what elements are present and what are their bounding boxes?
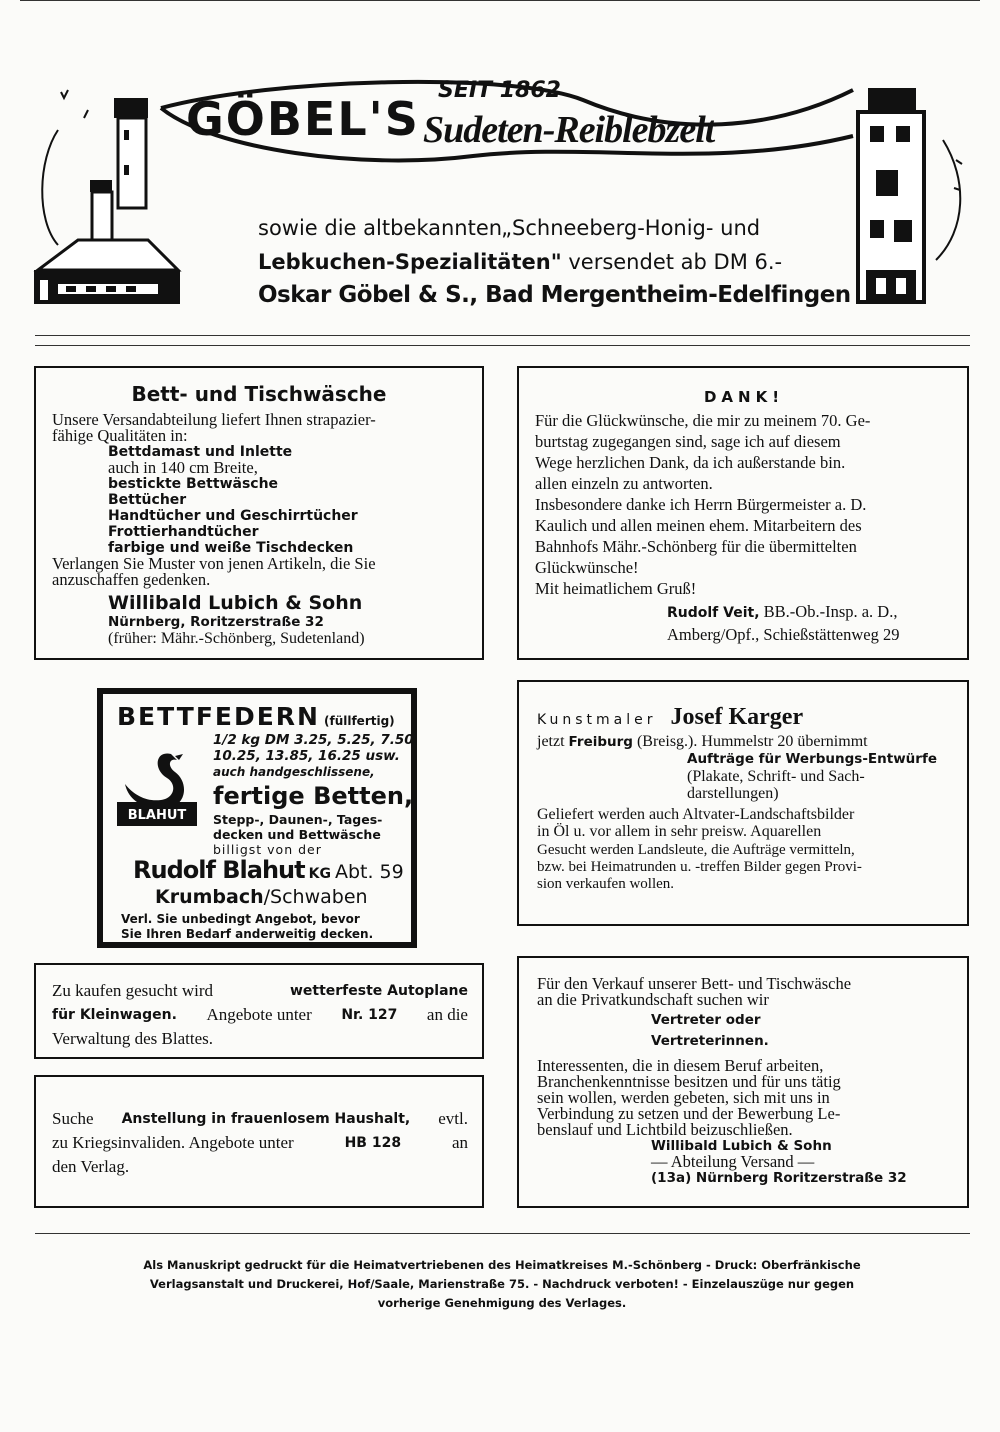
ad-federn-price-3: auch handgeschlissene, xyxy=(213,765,375,779)
ad-karger-line-8: bzw. bei Heimatrunden u. -treffen Bilder gegen Provi- xyxy=(537,859,862,875)
ad-federn-small-1: Stepp-, Daunen-, Tages- xyxy=(213,812,383,827)
right-tower-illustration xyxy=(818,70,972,310)
ad-autoplane-l2a: für Kleinwagen. xyxy=(52,1007,177,1023)
ad-bett-item: Frottierhandtücher xyxy=(108,524,259,540)
ad-anstellung-l2b: HB 128 xyxy=(344,1135,402,1151)
ad-dank-line: burtstag zugegangen sind, sage ich auf diesem xyxy=(535,432,841,451)
ad-federn-price-2: 10.25, 13.85, 16.25 usw. xyxy=(213,748,400,764)
ad-dank-line: Glückwünsche! xyxy=(535,558,639,577)
ad-autoplane-line-1 xyxy=(52,979,468,1003)
header-line-2-text: versendet ab DM 6.- xyxy=(568,250,783,274)
ad-federn-title-note: (füllfertig) xyxy=(323,714,395,728)
top-rule xyxy=(20,0,980,1)
ad-karger-name: Josef Karger xyxy=(670,704,804,730)
ad-karger-l1a: jetzt xyxy=(537,733,565,750)
header-line-2 xyxy=(258,250,782,274)
footer-line-1: Als Manuskript gedruckt für die Heimatvertriebenen des Heimatkreises M.-Schönberg - Druck: Oberfränkische xyxy=(143,1258,861,1272)
ad-bett-former: (früher: Mähr.-Schönberg, Sudetenland) xyxy=(108,630,365,647)
ad-federn-title: BETTFEDERN xyxy=(117,702,320,731)
ad-federn-foot-2: Sie Ihren Bedarf anderweitig decken. xyxy=(121,927,374,941)
ad-autoplane-l2d: an die xyxy=(426,1005,468,1024)
header-line-3: Oskar Göbel & S., Bad Mergentheim-Edelfingen xyxy=(258,282,851,308)
ad-vertreter-line-1: Für den Verkauf unserer Bett- und Tischwäsche xyxy=(537,974,852,993)
ad-federn-small-3: billigst von der xyxy=(213,842,322,857)
ad-anstellung-line-2 xyxy=(52,1131,468,1155)
ad-vertreter-bold-2: Vertreterinnen. xyxy=(651,1033,769,1049)
ad-federn-heading xyxy=(117,702,411,731)
ad-karger-heading xyxy=(537,704,957,731)
ad-bett-item: farbige und weiße Tischdecken xyxy=(108,540,354,556)
ad-federn-city xyxy=(155,886,368,909)
ad-federn-big: fertige Betten, xyxy=(213,782,414,810)
ad-bett-item: Bettücher xyxy=(108,492,187,508)
ad-autoplane-l2b: Angebote unter xyxy=(206,1005,312,1024)
ad-federn-company: Rudolf Blahut xyxy=(133,856,305,884)
brand-script-title: Sudeten-Reiblebzelt xyxy=(423,109,715,151)
ad-dank-signature xyxy=(535,601,953,624)
ad-karger-line-2: Aufträge für Werbungs-Entwürfe xyxy=(687,751,937,767)
ad-federn-small-2: decken und Bettwäsche xyxy=(213,827,381,842)
ad-dank-line: allen einzeln zu antworten. xyxy=(535,474,713,493)
ad-vertreter-dept: — Abteilung Versand — xyxy=(651,1152,815,1171)
since-label: SEIT 1862 xyxy=(438,78,561,103)
ad-autoplane-l1a: Zu kaufen gesucht wird xyxy=(52,981,213,1000)
ad-bett-outro-2: anzuschaffen gedenken. xyxy=(52,570,211,589)
ad-dank-sig-title: BB.-Ob.-Insp. a. D., xyxy=(763,602,898,621)
ad-karger-line-7: Gesucht werden Landsleute, die Aufträge vermitteln, xyxy=(537,842,855,858)
ad-autoplane-l2c: Nr. 127 xyxy=(341,1007,398,1023)
footer-imprint xyxy=(40,1256,964,1313)
ad-karger-line-4: darstellungen) xyxy=(687,785,779,802)
ad-bett-item: bestickte Bettwäsche xyxy=(108,476,279,492)
ad-anstellung-l1b: Anstellung in frauenlosem Haushalt, xyxy=(121,1111,411,1127)
ad-karger-prefix: Kunstmaler xyxy=(537,712,657,728)
ad-federn-city-b: /Schwaben xyxy=(263,886,368,908)
header-rule-1 xyxy=(35,335,970,336)
ad-anstellung-l2c: an xyxy=(451,1133,468,1152)
ad-bettfedern xyxy=(97,688,417,948)
ad-vertreter-line-5: sein wollen, werden gebeten, sich mit uns in xyxy=(537,1088,830,1107)
ad-anstellung-line-3: den Verlag. xyxy=(52,1157,130,1176)
ad-autoplane-l1b: wetterfeste Autoplane xyxy=(289,983,468,999)
ad-dank-sig-place: Amberg/Opf., Schießstättenweg 29 xyxy=(667,625,900,644)
ad-dank xyxy=(517,366,969,660)
ad-federn-foot-1: Verl. Sie unbedingt Angebot, bevor xyxy=(121,912,360,926)
ad-autoplane xyxy=(34,963,484,1059)
footer-rule xyxy=(35,1233,970,1234)
ad-dank-line: Insbesondere danke ich Herrn Bürgermeister a. D. xyxy=(535,495,867,514)
ad-federn-company-kg: KG xyxy=(308,866,331,882)
ad-karger-l1b: Freiburg xyxy=(568,734,633,750)
ad-bett-item: Handtücher und Geschirrtücher xyxy=(108,508,358,524)
ad-dank-line: Für die Glückwünsche, die mir zu meinem 70. Ge- xyxy=(535,411,871,430)
ad-vertreter-line-6: Verbindung zu setzen und der Bewerbung Le- xyxy=(537,1104,841,1123)
ad-vertreter-company: Willibald Lubich & Sohn xyxy=(651,1138,832,1154)
footer-line-2: Verlagsanstalt und Druckerei, Hof/Saale, Marienstraße 75. - Nachdruck verboten! - Einzelauszüge nur gegen xyxy=(149,1277,855,1291)
ad-anstellung-line-1 xyxy=(52,1107,468,1131)
ad-vertreter xyxy=(517,956,969,1208)
ad-federn-city-a: Krumbach xyxy=(155,886,264,908)
ad-federn-abt: Abt. 59 xyxy=(334,861,404,883)
ad-dank-line: Bahnhofs Mähr.-Schönberg für die übermittelten xyxy=(535,537,857,556)
header-line-2-bold: Lebkuchen-Spezialitäten" xyxy=(258,250,562,274)
swan-logo-text: BLAHUT xyxy=(127,808,187,823)
ad-vertreter-line-7: benslauf und Lichtbild beizuschließen. xyxy=(537,1120,793,1139)
ad-karger xyxy=(517,680,969,926)
ad-bett-intro-2: fähige Qualitäten in: xyxy=(52,426,188,445)
ad-karger-line-3: (Plakate, Schrift- und Sach- xyxy=(687,768,865,785)
header-line-1-text: sowie die altbekannten„Schneeberg-Honig- und xyxy=(258,216,761,240)
footer-line-3: vorherige Genehmigung des Verlages. xyxy=(377,1296,627,1310)
ad-karger-l1c: (Breisg.). Hummelstr 20 übernimmt xyxy=(636,733,868,750)
ad-bett-tischwaesche xyxy=(34,366,484,660)
ad-anstellung xyxy=(34,1075,484,1208)
ad-karger-line-6: in Öl u. vor allem in sehr preisw. Aquarellen xyxy=(537,823,822,840)
ad-karger-line-9: sion verkaufen wollen. xyxy=(537,876,675,892)
swan-logo-icon xyxy=(115,744,205,834)
ad-vertreter-line-4: Branchenkenntnisse besitzen und für uns tätig xyxy=(537,1072,841,1091)
ad-anstellung-l2a: zu Kriegsinvaliden. Angebote unter xyxy=(52,1133,294,1152)
ad-bett-outro-1: Verlangen Sie Muster von jenen Artikeln, die Sie xyxy=(52,554,376,573)
ad-karger-line-5: Geliefert werden auch Altvater-Landschaftsbilder xyxy=(537,806,855,823)
ad-autoplane-line-2 xyxy=(52,1003,468,1027)
ad-karger-line-1 xyxy=(537,733,957,751)
ad-dank-title: DANK! xyxy=(703,388,785,406)
ad-vertreter-addr: (13a) Nürnberg Roritzerstraße 32 xyxy=(651,1170,907,1186)
ad-dank-line: Mit heimatlichem Gruß! xyxy=(535,579,697,598)
header-rule-2 xyxy=(35,345,970,346)
ad-vertreter-line-2: an die Privatkundschaft suchen wir xyxy=(537,990,769,1009)
ad-dank-sig-name: Rudolf Veit, xyxy=(667,605,760,621)
ad-autoplane-line-3: Verwaltung des Blattes. xyxy=(52,1029,213,1048)
header-line-1 xyxy=(258,216,760,240)
ad-bett-address: Nürnberg, Roritzerstraße 32 xyxy=(108,614,324,630)
ad-anstellung-l1c: evtl. xyxy=(438,1109,468,1128)
ad-vertreter-line-3: Interessenten, die in diesem Beruf arbeiten, xyxy=(537,1056,824,1075)
ad-bett-item: Bettdamast und Inlette xyxy=(108,444,293,460)
ad-anstellung-l1a: Suche xyxy=(52,1109,94,1128)
ad-vertreter-bold-1: Vertreter oder xyxy=(651,1012,761,1028)
ad-federn-company-line xyxy=(133,856,404,884)
header-banner xyxy=(28,70,972,320)
ad-dank-line: Kaulich und allen meinen ehem. Mitarbeitern des xyxy=(535,516,862,535)
ad-dank-line: Wege herzlichen Dank, da ich außerstande bin. xyxy=(535,453,846,472)
ad-bett-item: auch in 140 cm Breite, xyxy=(108,458,258,477)
ad-bett-title: Bett- und Tischwäsche xyxy=(131,382,387,406)
ad-federn-price-1: 1/2 kg DM 3.25, 5.25, 7.50 xyxy=(213,732,414,748)
ad-bett-intro-1: Unsere Versandabteilung liefert Ihnen strapazier- xyxy=(52,410,376,429)
ad-bett-company: Willibald Lubich & Sohn xyxy=(108,592,363,614)
brand-name: GÖBEL'S xyxy=(186,92,420,146)
